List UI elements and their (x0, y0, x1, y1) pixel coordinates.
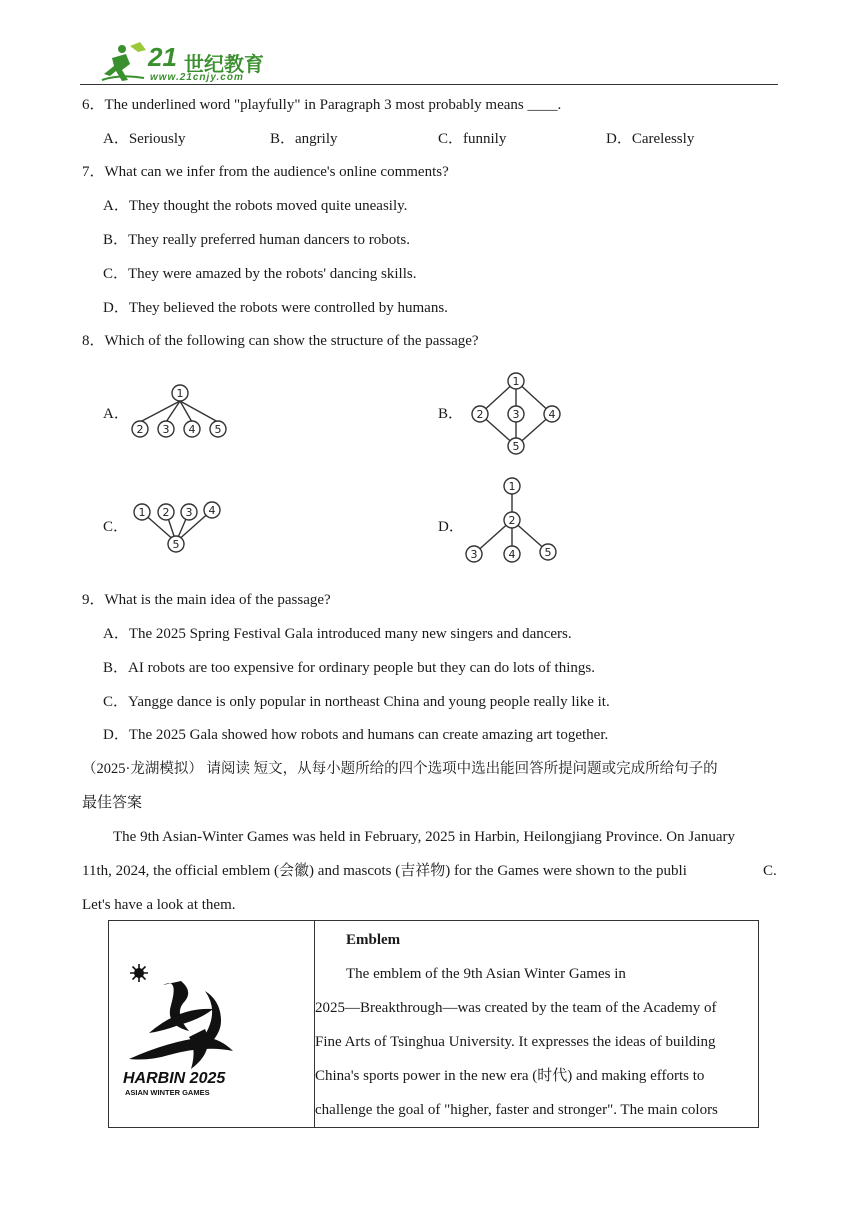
harbin-emblem-image (109, 921, 314, 1127)
section-instruction: （2025·龙湖模拟） 请阅读 短文，从每小题所给的四个选项中选出能回答所提问题或完成所给句子的 (82, 761, 718, 777)
emblem-desc-line-3: Fine Arts of Tsinghua University. It expresses the ideas of building (315, 1034, 716, 1050)
q8-option-c-label: C． (103, 519, 129, 535)
q7-option-b: B．They really preferred human dancers to robots. (103, 232, 410, 248)
node-5-label: 5 (214, 423, 222, 436)
node-4-label: 4 (508, 548, 516, 561)
q6-option-a: A．Seriously (103, 131, 186, 147)
node-2-label: 2 (136, 423, 144, 436)
q9-option-c: C．Yangge dance is only popular in northeast China and young people really like it. (103, 694, 610, 710)
q9-option-b: B．AI robots are too expensive for ordinary people but they can do lots of things. (103, 660, 595, 676)
q6-option-c: C．funnily (438, 131, 507, 147)
emblem-desc-line-2: 2025—Breakthrough—was created by the team of the Academy of (315, 1000, 717, 1016)
q7-option-d: D．They believed the robots were controlled by humans. (103, 300, 448, 316)
emblem-desc-line-4: China's sports power in the new era (时代) and making efforts to (315, 1068, 705, 1084)
q6-option-d: D．Carelessly (606, 131, 695, 147)
structure-diagram-d (462, 476, 560, 566)
node-4-label: 4 (188, 423, 196, 436)
emblem-table (108, 920, 759, 1128)
node-1-label: 1 (512, 375, 520, 388)
q9-stem: 9．What is the main idea of the passage? (82, 592, 331, 608)
q6-option-b: B．angrily (270, 131, 338, 147)
node-3-label: 3 (470, 548, 478, 561)
node-2-label: 2 (508, 514, 516, 527)
q8-option-b-label: B． (438, 406, 464, 422)
emblem-main-text: HARBIN 2025 (123, 1070, 226, 1087)
emblem-text-cell (315, 921, 759, 1128)
q8-option-a-label: A． (103, 406, 129, 422)
q7-stem: 7．What can we infer from the audience's online comments? (82, 164, 449, 180)
q7-option-a: A．They thought the robots moved quite uneasily. (103, 198, 408, 214)
section-instruction-cont: 最佳答案 (82, 795, 143, 811)
node-4-label: 4 (548, 408, 556, 421)
node-5-label: 5 (544, 546, 552, 559)
node-5-label: 5 (172, 538, 180, 551)
node-5-label: 5 (512, 440, 520, 453)
q6-stem: 6．The underlined word "playfully" in Paragraph 3 most probably means ____. (82, 97, 562, 113)
q8-stem: 8．Which of the following can show the structure of the passage? (82, 333, 479, 349)
header-rule (80, 84, 778, 85)
emblem-image-cell (109, 921, 315, 1128)
node-2-label: 2 (476, 408, 484, 421)
node-3-label: 3 (512, 408, 520, 421)
emblem-desc-line-1: The emblem of the 9th Asian Winter Games in (346, 966, 626, 982)
emblem-desc-line-5: challenge the goal of "higher, faster and stronger". The main colors (315, 1102, 718, 1118)
passage-line-2: 11th, 2024, the official emblem (会徽) and mascots (吉祥物) for the Games were shown to the publi (82, 863, 687, 879)
logo-url: www.21cnjy.com (150, 72, 244, 83)
passage-line-2-tail: C. (763, 863, 777, 879)
emblem-heading: Emblem (346, 932, 401, 948)
passage-line-1: The 9th Asian-Winter Games was held in February, 2025 in Harbin, Heilongjiang Province. On January (113, 829, 736, 845)
logo-number: 21 (148, 42, 177, 72)
node-4-label: 4 (208, 504, 216, 517)
node-1-label: 1 (508, 480, 516, 493)
header-logo (100, 40, 270, 84)
q9-option-a: A．The 2025 Spring Festival Gala introduced many new singers and dancers. (103, 626, 572, 642)
q8-option-d-label: D． (438, 519, 464, 535)
passage-line-3: Let's have a look at them. (82, 897, 236, 913)
q7-option-c: C．They were amazed by the robots' dancing skills. (103, 266, 417, 282)
runner-logo-icon (100, 40, 152, 84)
structure-diagram-b (466, 370, 566, 456)
node-3-label: 3 (185, 506, 193, 519)
node-2-label: 2 (162, 506, 170, 519)
logo-cn-text: 世纪教育 (184, 54, 264, 76)
emblem-sub-text: ASIAN WINTER GAMES (125, 1088, 210, 1097)
structure-diagram-c (132, 500, 226, 554)
node-1-label: 1 (138, 506, 146, 519)
q9-option-d: D．The 2025 Gala showed how robots and humans can create amazing art together. (103, 727, 609, 743)
node-1-label: 1 (176, 387, 184, 400)
structure-diagram-a (128, 382, 232, 442)
node-3-label: 3 (162, 423, 170, 436)
